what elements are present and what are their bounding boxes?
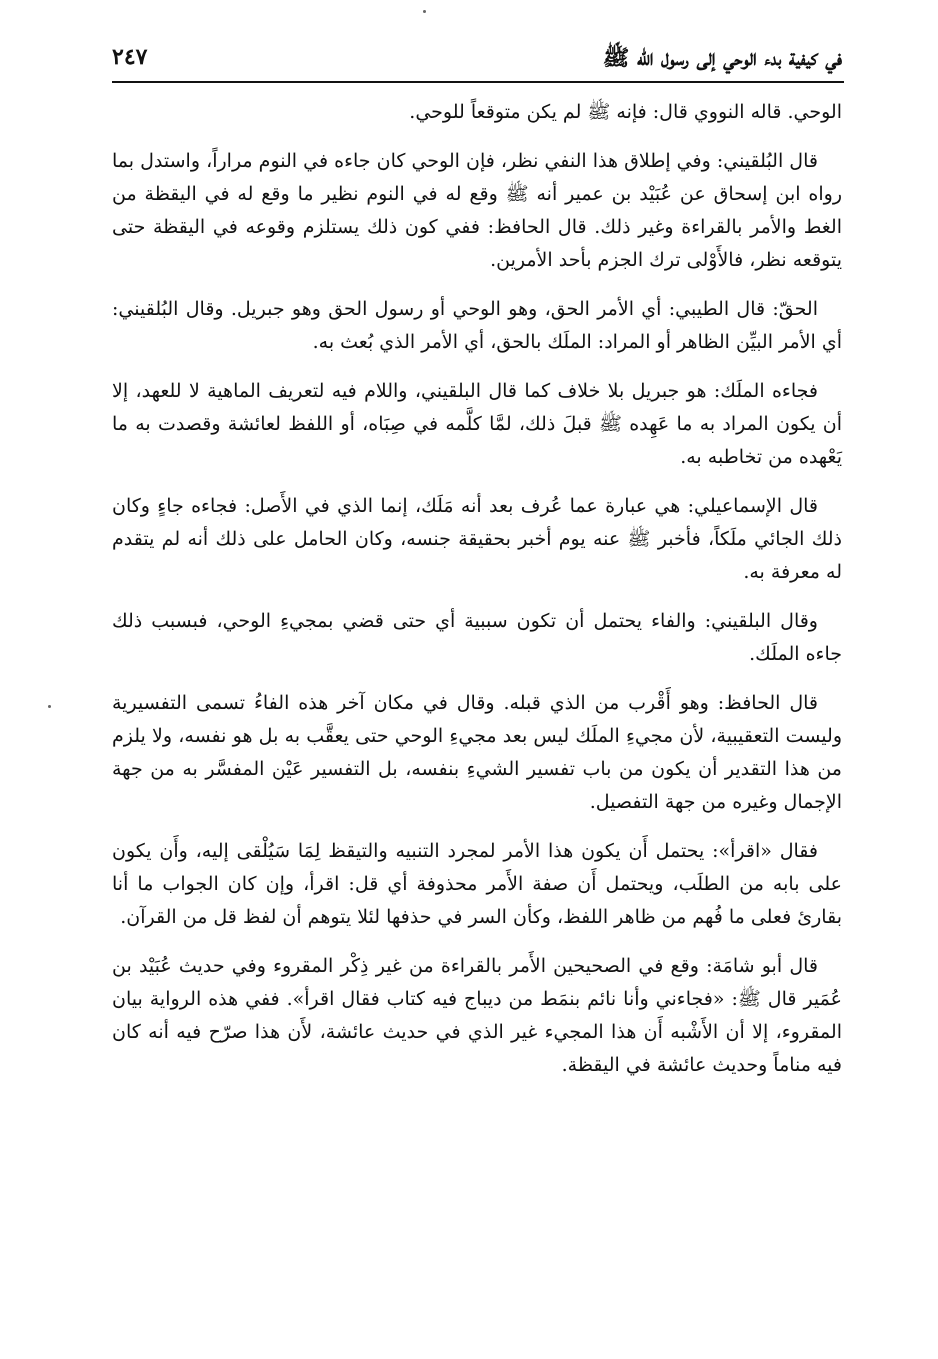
running-title: في كيفية بدء الوحي إلى رسول الله ﷺ [602,45,842,71]
paragraph: قال أبو شامَة: وقع في الصحيحين الأَمر بالقراءة من غير ذِكْر المقروء وفي حديث عُبَيْد بن عُمَير قال ﷺ: «فجاءني وأنا نائم بنمَط من ديباج فيه كتاب فقال اقرأ». ففي هذه الرواية بيان المقروء، إلا أن الأَشْبه أَن هذا المجيء غير الذي في حديث عائشة، لأَن هذا صرّح فيه أنه كان فيه مناماً وحديث عائشة في اليقظة. [112,955,842,1076]
paragraph: وقال البلقيني: والفاء يحتمل أن تكون سببية أي حتى قضي بمجيءِ الوحي، فبسبب ذلك جاءه الملَك. [112,610,842,665]
paragraph: فجاءه الملَك: هو جبريل بلا خلاف كما قال البلقيني، واللام فيه لتعريف الماهية لا للعهد، إلا أن يكون المراد به ما عَهِده ﷺ قبلَ ذلك، لمَّا كلَّمه في صِبَاه، أو اللفظ لعائشة وقصدت به ما يَعْهده من تخاطبه به. [112,380,842,468]
scan-speck [48,705,51,708]
paragraph: قال الحافظ: وهو أَقْرب من الذي قبله. وقال في مكان آخر هذه الفاءُ تسمى التفسيرية وليست التعقيبية، لأن مجيءِ الملَك ليس بعد مجيءِ الوحي حتى يعقَّب به بل هو نفسه، ولا يلزم من هذا التقدير أن يكون من باب تفسير الشيءِ بنفسه، بل التفسير عَيْن المفسَّر به من جهة الإجمال وغيره من جهة التفصيل. [112,692,842,813]
body-text [112,96,842,1098]
page-header [112,38,842,82]
paragraph: قال البُلقيني: وفي إطلاق هذا النفي نظر، فإن الوحي كان جاءه في النوم مراراً، واستدل بما رواه ابن إسحاق عن عُبَيْد بن عمير أنه ﷺ وقع له في النوم نظير ما وقع له في اليقظة من الغط والأمر بالقراءة وغير ذلك. قال الحافظ: ففي كون ذلك يستلزم وقوعه في اليقظة حتى يتوقعه نظر، فالأَوْلى ترك الجزم بأحد الأمرين. [112,150,842,271]
paragraph: قال الإسماعيلي: هي عبارة عما عُرف بعد أنه مَلَك، إنما الذي في الأَصل: فجاءه جاءٍ وكان ذلك الجائي ملَكاً، فأخبر ﷺ عنه يوم أخبر بحقيقة جنسه، وكان الحامل على ذلك أنه لم يتقدم له معرفة به. [112,495,842,583]
scan-speck [423,10,426,13]
page-number: ٢٤٧ [112,44,148,70]
paragraph: الوحي. قاله النووي قال: فإنه ﷺ لم يكن متوقعاً للوحي. [409,101,842,123]
paragraph: الحقّ: قال الطيبي: أي الأمر الحق، وهو الوحي أو رسول الحق وهو جبريل. وقال البُلقيني: أي الأمر البيِّن الظاهر أو المراد: الملَك بالحق، أي الأمر الذي بُعث به. [112,298,842,353]
header-divider [112,81,844,83]
paragraph: فقال «اقرأ»: يحتمل أَن يكون هذا الأمر لمجرد التنبيه والتيقظ لِمَا سَيُلْقى إليه، وأَن يكون على بابه من الطلَب، ويحتمل أَن صفة الأَمر محذوفة أي قل: اقرأ، وإن كان الجواب ما أنا بقارئ فعلى ما فُهم من ظاهر اللفظ، وكأن السر في حذفها لئلا يتوهم أن لفظ قل من القرآن. [112,840,842,928]
